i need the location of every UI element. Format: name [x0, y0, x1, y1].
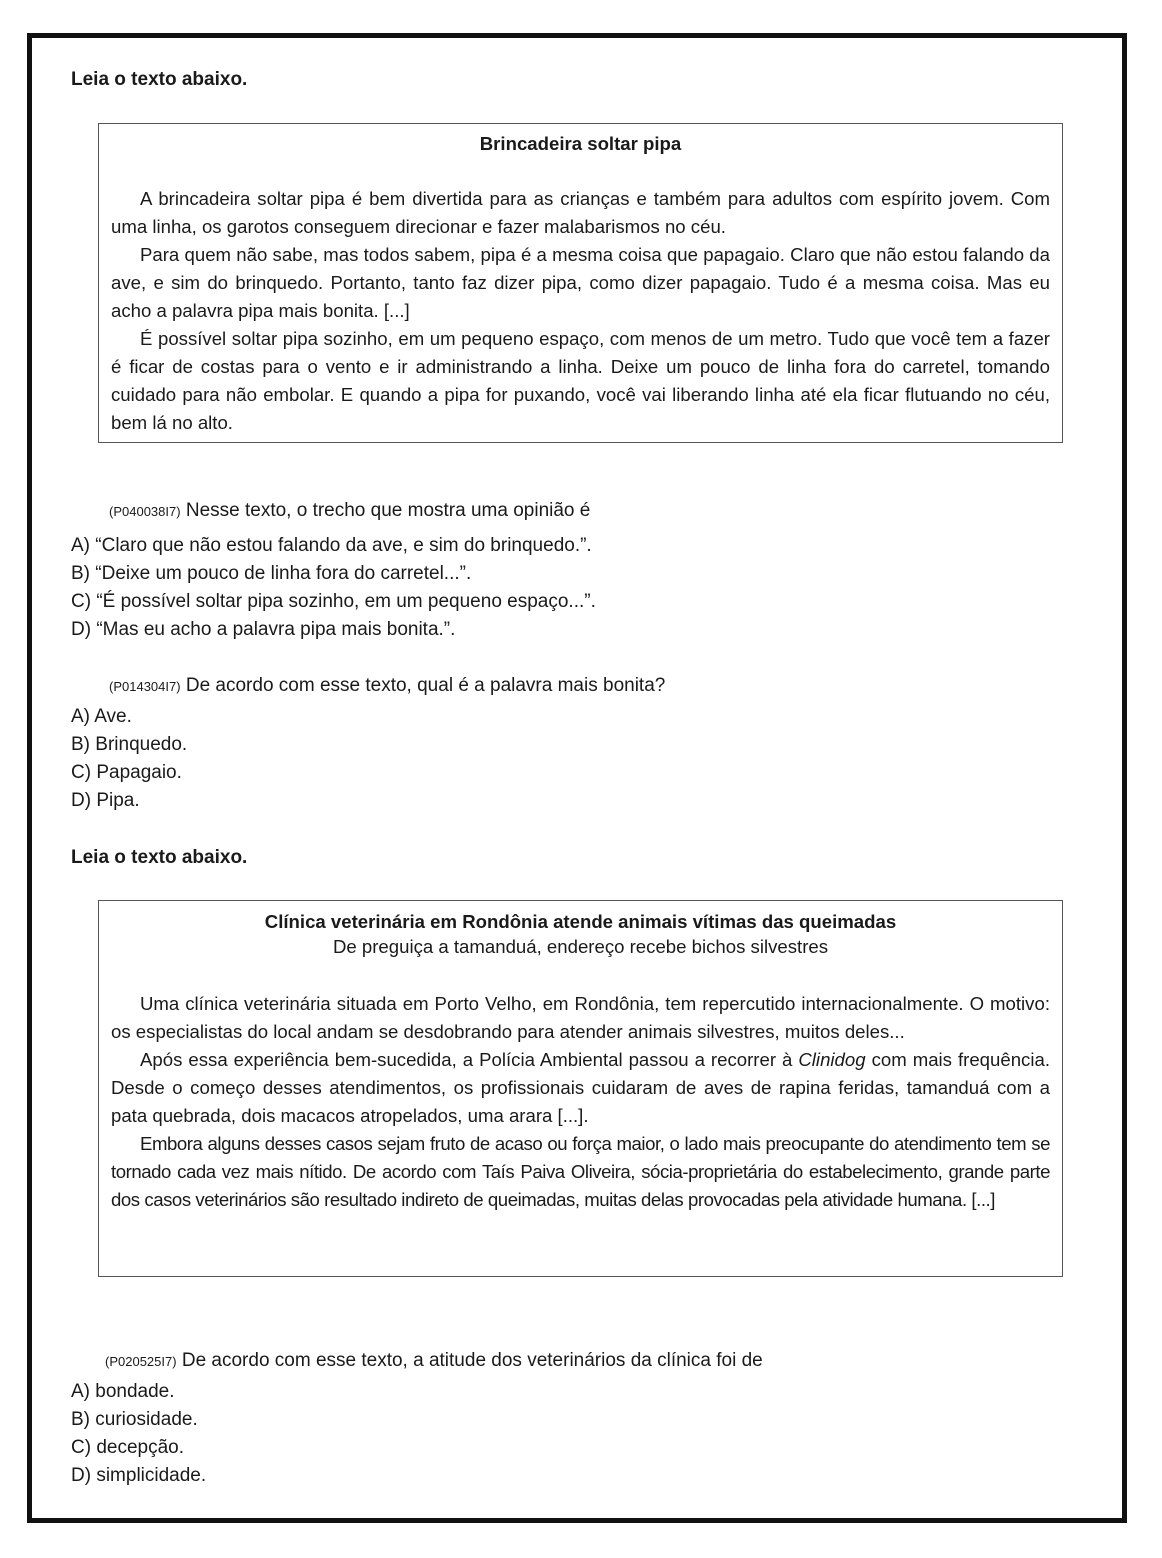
option-c[interactable]: C) “É possível soltar pipa sozinho, em um pequeno espaço...”. [71, 591, 596, 612]
instruction-2: Leia o texto abaixo. [71, 847, 248, 868]
option-d[interactable]: D) simplicidade. [71, 1465, 207, 1486]
question-2 [109, 674, 665, 699]
paragraph-1: A brincadeira soltar pipa é bem divertida para as crianças e também para adultos com espírito jovem. Com uma linha, os garotos conseguem direcionar e fazer malabarismos no céu. [111, 188, 1050, 237]
question-code: (P014304I7) [109, 679, 181, 694]
paragraph-3: Embora alguns desses casos sejam fruto de acaso ou força maior, o lado mais preocupante do atendimento tem se tornado cada vez mais nítido. De acordo com Taís Paiva Oliveira, sócia-proprietária do estabelecimento, grande parte dos casos veterinários são resultado indireto de queimadas, muitas delas provocadas pela atividade humana. [...] [111, 1133, 1050, 1210]
option-c[interactable]: C) Papagaio. [71, 762, 182, 783]
option-d[interactable]: D) “Mas eu acho a palavra pipa mais bonita.”. [71, 619, 456, 640]
question-3 [105, 1349, 763, 1374]
paragraph-2 [111, 1046, 1050, 1130]
option-a[interactable]: A) bondade. [71, 1381, 175, 1402]
option-d[interactable]: D) Pipa. [71, 790, 140, 811]
text-box-pipa [98, 123, 1063, 443]
question-stem: De acordo com esse texto, a atitude dos veterinários da clínica foi de [181, 1350, 763, 1371]
text-subtitle-clinica: De preguiça a tamanduá, endereço recebe bichos silvestres [332, 936, 829, 957]
option-b[interactable]: B) Brinquedo. [71, 734, 188, 755]
question-stem: De acordo com esse texto, qual é a palavra mais bonita? [185, 675, 666, 696]
paragraph-2-start: Após essa experiência bem-sucedida, a Polícia Ambiental passou a recorrer à [140, 1049, 799, 1070]
paragraph-2-end: com mais frequência. Desde o começo desses atendimentos, os profissionais cuidaram de aves de rapina feridas, tamanduá com a pata quebrada, dois macacos atropelados, uma arara [...]. [111, 1049, 1050, 1126]
option-a[interactable]: A) “Claro que não estou falando da ave, e sim do brinquedo.”. [71, 535, 592, 556]
options-q3 [71, 1378, 206, 1490]
paragraph-2: Para quem não sabe, mas todos sabem, pipa é a mesma coisa que papagaio. Claro que não estou falando da ave, e sim do brinquedo. Portanto, tanto faz dizer pipa, como dizer papagaio. Tudo é a mesma coisa. Mas eu acho a palavra pipa mais bonita. [...] [111, 244, 1050, 321]
text-title-pipa: Brincadeira soltar pipa [479, 133, 682, 154]
paragraph-3: É possível soltar pipa sozinho, em um pequeno espaço, com menos de um metro. Tudo que você tem a fazer é ficar de costas para o vento e ir administrando a linha. Deixe um pouco de linha fora do carretel, tomando cuidado para não embolar. E quando a pipa for puxando, você vai liberando linha até ela ficar flutuando no céu, bem lá no alto. [111, 328, 1050, 433]
options-q2 [71, 703, 187, 815]
question-1 [109, 499, 590, 524]
option-a[interactable]: A) Ave. [71, 706, 132, 727]
options-q1 [71, 532, 596, 644]
text-box-clinica [98, 900, 1063, 1277]
option-c[interactable]: C) decepção. [71, 1437, 185, 1458]
option-b[interactable]: B) “Deixe um pouco de linha fora do carretel...”. [71, 563, 472, 584]
paragraph-1: Uma clínica veterinária situada em Porto Velho, em Rondônia, tem repercutido internacionalmente. O motivo: os especialistas do local andam se desdobrando para atender animais silvestres, muitos deles... [111, 993, 1050, 1042]
text-title-clinica: Clínica veterinária em Rondônia atende animais vítimas das queimadas [264, 911, 897, 932]
question-stem: Nesse texto, o trecho que mostra uma opinião é [185, 500, 591, 521]
clinic-name: Clinidog [798, 1049, 866, 1070]
question-code: (P040038I7) [109, 504, 181, 519]
question-code: (P020525I7) [105, 1354, 177, 1369]
instruction-1: Leia o texto abaixo. [71, 69, 248, 90]
option-b[interactable]: B) curiosidade. [71, 1409, 198, 1430]
